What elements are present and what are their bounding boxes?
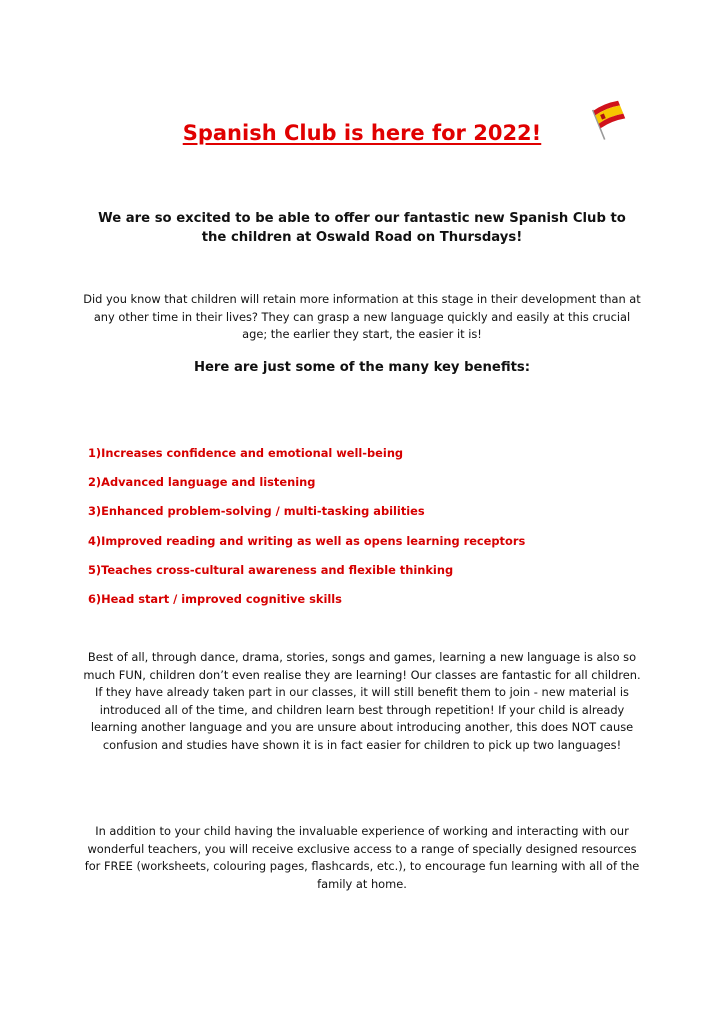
- benefits-heading: Here are just some of the many key benefits:: [193, 360, 531, 375]
- development-paragraph: Did you know that children will retain more information at this stage in their development than at any other time in their lives? They can grasp a new language quickly and easily at this crucial age; the earlier they start, the easier it is!: [83, 292, 641, 342]
- page-title: Spanish Club is here for 2022!: [182, 121, 542, 145]
- benefit-item: 6)Head start / improved cognitive skills: [88, 591, 342, 606]
- benefit-item: 2)Advanced language and listening: [88, 475, 316, 490]
- resources-paragraph: In addition to your child having the invaluable experience of working and interacting with our wonderful teachers, you will receive exclusive access to a range of specially designed resources for FREE (worksheets, colouring pages, flashcards, etc.), to encourage fun learning with all of the family at home.: [84, 824, 640, 891]
- benefit-item: 5)Teaches cross-cultural awareness and flexible thinking: [88, 562, 454, 577]
- benefit-item: 3)Enhanced problem-solving / multi-tasking abilities: [88, 504, 425, 519]
- spain-flag-icon: [588, 96, 632, 140]
- benefit-item: 4)Improved reading and writing as well as opens learning receptors: [88, 533, 526, 548]
- fun-learning-paragraph: Best of all, through dance, drama, stories, songs and games, learning a new language is also so much FUN, children don’t even realise they are learning! Our classes are fantastic for all children. If they have already taken part in our classes, it will still benefit them to join - new material is introduced all of the time, and children learn best through repetition! If your child is already learning another language and you are unsure about introducing another, this does NOT cause confusion and studies have shown it is in fact easier for children to pick up two languages!: [83, 650, 641, 752]
- benefits-list: [88, 445, 525, 620]
- intro-text: We are so excited to be able to offer our fantastic new Spanish Club to the children at Oswald Road on Thursdays!: [98, 211, 626, 245]
- benefit-item: 1)Increases confidence and emotional well-being: [88, 446, 404, 460]
